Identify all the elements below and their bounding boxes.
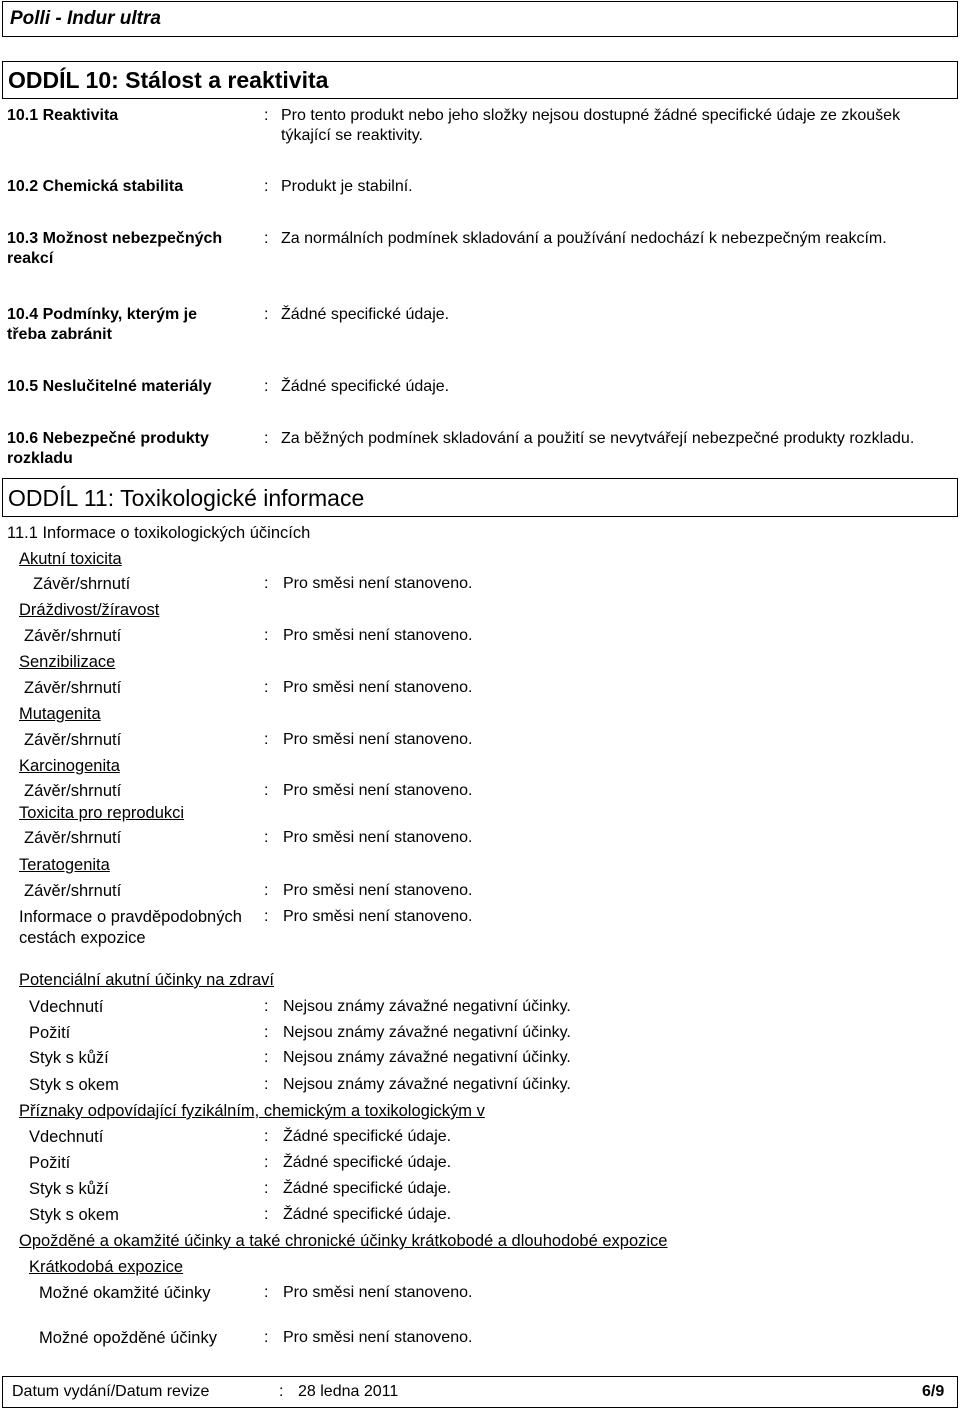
row-label-10-1: 10.1 Reaktivita: [7, 107, 119, 124]
heading-short-term-exposure: Krátkodobá expozice: [29, 1258, 184, 1276]
row-value-10-2: Produkt je stabilní.: [281, 178, 413, 195]
route-label-ingestion: Požití: [29, 1024, 71, 1042]
delayed-effects-value: Pro směsi není stanoveno.: [283, 1329, 473, 1346]
heading-irritation: Dráždivost/žíravost: [19, 601, 160, 619]
footer-colon: :: [279, 1383, 284, 1400]
row-colon: :: [264, 679, 269, 696]
row-colon: :: [264, 430, 269, 447]
row-colon: :: [264, 1076, 269, 1093]
page-number: 6/9: [922, 1383, 945, 1400]
row-label-10-5: 10.5 Neslučitelné materiály: [7, 378, 212, 395]
heading-carcinogenicity: Karcinogenita: [19, 757, 120, 775]
route-value: Nejsou známy závažné negativní účinky.: [283, 1024, 571, 1041]
row-colon: :: [264, 731, 269, 748]
document-title: Polli - Indur ultra: [10, 8, 161, 29]
row-colon: :: [264, 575, 269, 592]
row-colon: :: [264, 107, 269, 124]
row-colon: :: [264, 230, 269, 247]
summary-label: Závěr/shrnutí: [24, 731, 122, 749]
section-11-subtitle: 11.1 Informace o toxikologických účincích: [7, 524, 311, 542]
row-label-10-2: 10.2 Chemická stabilita: [7, 178, 184, 195]
row-colon: :: [264, 1024, 269, 1041]
immediate-effects-label: Možné okamžité účinky: [39, 1284, 211, 1302]
footer-date-label: Datum vydání/Datum revize: [12, 1383, 210, 1400]
route-value: Nejsou známy závažné negativní účinky.: [283, 1049, 571, 1066]
heading-acute-effects: Potenciální akutní účinky na zdraví: [19, 971, 274, 989]
route-value: Nejsou známy závažné negativní účinky.: [283, 998, 571, 1015]
heading-sensitization: Senzibilizace: [19, 653, 116, 671]
summary-value: Pro směsi není stanoveno.: [283, 679, 473, 696]
row-colon: :: [264, 1154, 269, 1171]
route-label-inhalation: Vdechnutí: [29, 998, 104, 1016]
route-value: Nejsou známy závažné negativní účinky.: [283, 1076, 571, 1093]
row-value-10-4: Žádné specifické údaje.: [281, 306, 450, 323]
row-colon: :: [264, 1180, 269, 1197]
summary-value: Pro směsi není stanoveno.: [283, 731, 473, 748]
row-colon: :: [264, 782, 269, 799]
row-colon: :: [264, 1049, 269, 1066]
route-label-inhalation: Vdechnutí: [29, 1128, 104, 1146]
route-value: Žádné specifické údaje.: [283, 1180, 452, 1197]
row-colon: :: [264, 178, 269, 195]
heading-teratogenicity: Teratogenita: [19, 856, 110, 874]
summary-value: Pro směsi není stanoveno.: [283, 575, 473, 592]
row-colon: :: [264, 378, 269, 395]
row-value-10-1: Pro tento produkt nebo jeho složky nejsou dostupné žádné specifické údaje ze zkoušek týkající se reaktivity.: [281, 107, 901, 144]
row-colon: :: [264, 908, 269, 925]
route-label-ingestion: Požití: [29, 1154, 71, 1172]
heading-reproductive-toxicity: Toxicita pro reprodukci: [19, 804, 185, 822]
route-label-eye: Styk s okem: [29, 1076, 119, 1094]
heading-acute-toxicity: Akutní toxicita: [19, 550, 122, 568]
row-value-10-6: Za běžných podmínek skladování a použití se nevytvářejí nebezpečné produkty rozkladu.: [281, 430, 915, 447]
row-colon: :: [264, 1329, 269, 1346]
summary-label: Závěr/shrnutí: [24, 882, 122, 900]
summary-value: Pro směsi není stanoveno.: [283, 882, 473, 899]
heading-delayed-effects: Opožděné a okamžité účinky a také chronické účinky krátkobodé a dlouhodobé expozice: [19, 1232, 668, 1250]
route-value: Žádné specifické údaje.: [283, 1154, 452, 1171]
route-label-skin: Styk s kůží: [29, 1180, 109, 1198]
heading-symptoms: Příznaky odpovídající fyzikálním, chemickým a toxikologickým v: [19, 1102, 485, 1120]
row-colon: :: [264, 998, 269, 1015]
summary-label: Závěr/shrnutí: [24, 627, 122, 645]
row-colon: :: [264, 1128, 269, 1145]
row-colon: :: [264, 829, 269, 846]
row-label-10-6: 10.6 Nebezpečné produkty rozkladu: [7, 430, 209, 467]
exposure-routes-value: Pro směsi není stanoveno.: [283, 908, 473, 925]
route-label-skin: Styk s kůží: [29, 1049, 109, 1067]
footer-date: 28 ledna 2011: [298, 1383, 399, 1400]
summary-label: Závěr/shrnutí: [33, 575, 131, 593]
row-colon: :: [264, 882, 269, 899]
route-value: Žádné specifické údaje.: [283, 1128, 452, 1145]
summary-label: Závěr/shrnutí: [24, 679, 122, 697]
immediate-effects-value: Pro směsi není stanoveno.: [283, 1284, 473, 1301]
row-label-10-3: 10.3 Možnost nebezpečných reakcí: [7, 230, 223, 267]
route-label-eye: Styk s okem: [29, 1206, 119, 1224]
row-colon: :: [264, 1206, 269, 1223]
row-colon: :: [264, 1284, 269, 1301]
summary-value: Pro směsi není stanoveno.: [283, 782, 473, 799]
summary-value: Pro směsi není stanoveno.: [283, 829, 473, 846]
route-value: Žádné specifické údaje.: [283, 1206, 452, 1223]
summary-value: Pro směsi není stanoveno.: [283, 627, 473, 644]
row-colon: :: [264, 627, 269, 644]
summary-label: Závěr/shrnutí: [24, 829, 122, 847]
section-10-title: ODDÍL 10: Stálost a reaktivita: [8, 67, 329, 93]
row-colon: :: [264, 306, 269, 323]
summary-label: Závěr/shrnutí: [24, 782, 122, 800]
delayed-effects-label: Možné opožděné účinky: [39, 1329, 217, 1347]
row-value-10-5: Žádné specifické údaje.: [281, 378, 450, 395]
row-label-10-4: 10.4 Podmínky, kterým je třeba zabránit: [7, 306, 198, 343]
section-11-title: ODDÍL 11: Toxikologické informace: [8, 485, 365, 511]
row-value-10-3: Za normálních podmínek skladování a používání nedochází k nebezpečným reakcím.: [281, 230, 887, 247]
exposure-routes-label: Informace o pravděpodobných cestách expozice: [19, 908, 242, 947]
heading-mutagenicity: Mutagenita: [19, 705, 101, 723]
